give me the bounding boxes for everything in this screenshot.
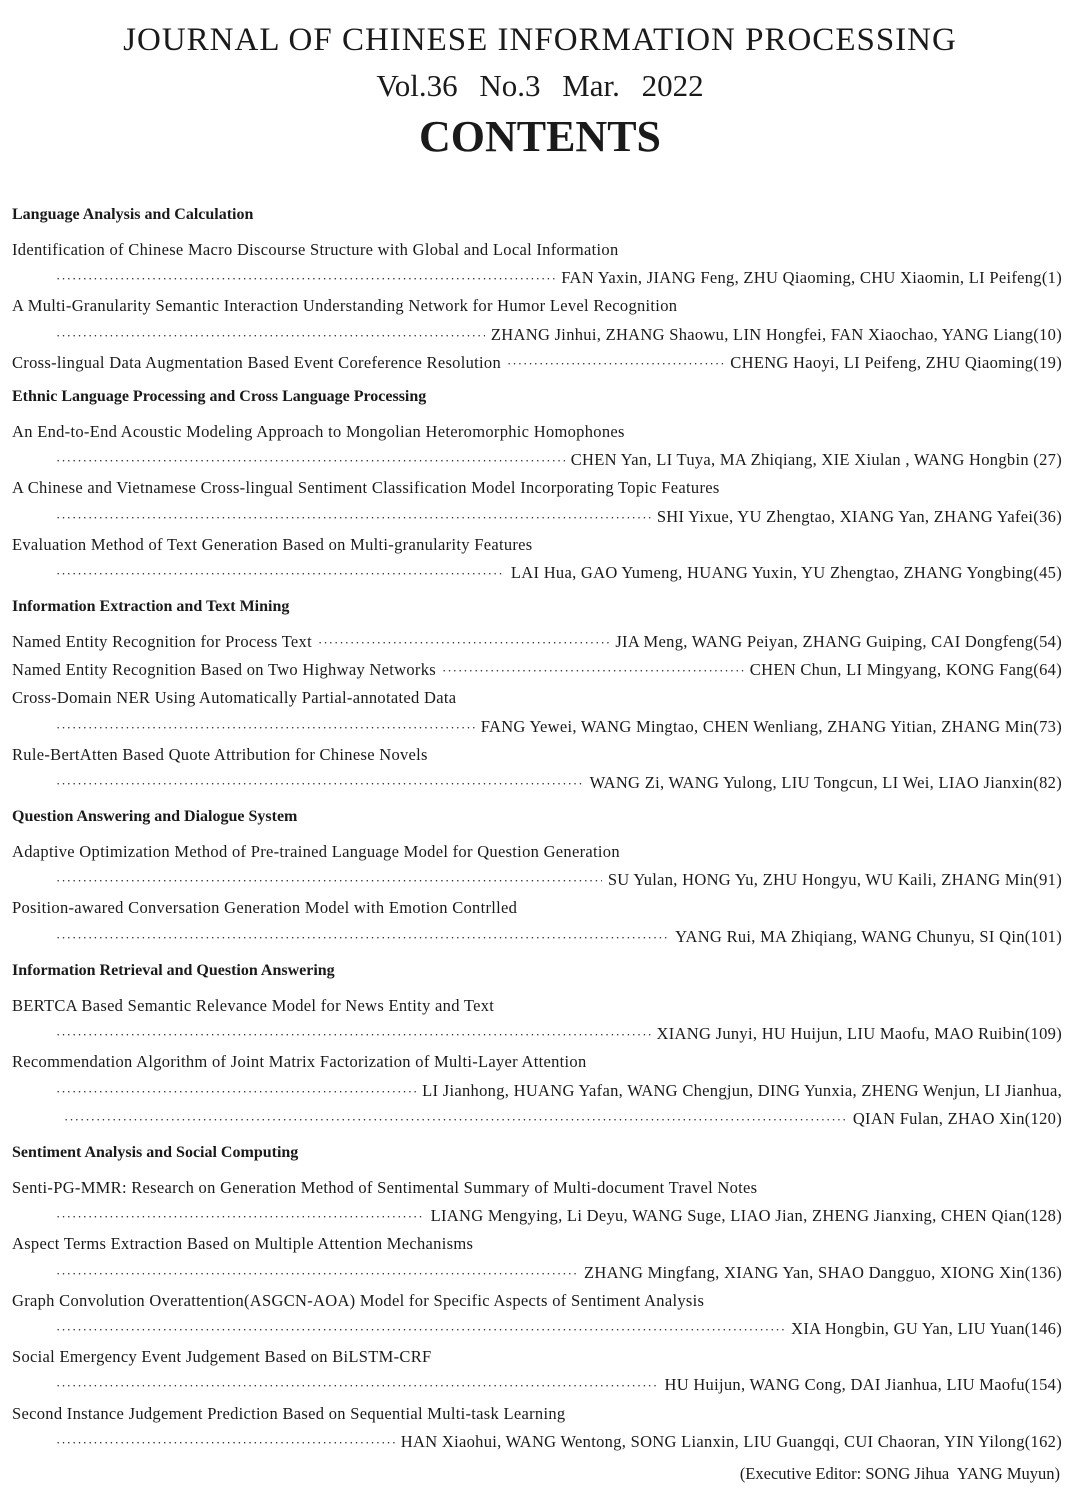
article-authors: SU Yulan, HONG Yu, ZHU Hongyu, WU Kaili, ZHANG Min(91) — [607, 870, 1062, 890]
leader-dots — [56, 508, 651, 528]
article-authors: LI Jianhong, HUANG Yafan, WANG Chengjun, DING Yunxia, ZHENG Wenjun, LI Jianhua, — [422, 1080, 1062, 1100]
leader-dots — [56, 326, 485, 346]
leader-dots — [56, 718, 475, 738]
article-title-line — [12, 996, 1062, 1016]
leader-dots — [507, 354, 724, 374]
leader-dots — [56, 1025, 651, 1045]
article-authors: FAN Yaxin, JIANG Feng, ZHU Qiaoming, CHU Xiaomin, LI Peifeng(1) — [561, 268, 1062, 288]
section-title: Language Analysis and Calculation — [12, 206, 254, 223]
article-title[interactable]: Evaluation Method of Text Generation Based on Multi-granularity Features — [12, 534, 533, 554]
leader-dots — [56, 564, 505, 584]
leader-dots — [56, 1207, 425, 1227]
leader-dots — [56, 1082, 416, 1102]
article-title-line — [12, 240, 1062, 260]
article-authors: XIA Hongbin, GU Yan, LIU Yuan(146) — [791, 1319, 1062, 1338]
article-authors: LIANG Mengying, Li Deyu, WANG Suge, LIAO Jian, ZHENG Jianxing, CHEN Qian(128) — [430, 1206, 1062, 1226]
article-authors-line — [12, 1263, 1062, 1284]
section-title: Information Retrieval and Question Answering — [12, 962, 335, 979]
article-title[interactable]: Named Entity Recognition Based on Two Highway Networks — [12, 660, 436, 680]
article-authors-line — [12, 325, 1062, 346]
article-authors: CHEN Yan, LI Tuya, MA Zhiqiang, XIE Xiulan , WANG Hongbin (27) — [570, 450, 1062, 470]
leader-dots — [442, 661, 744, 681]
section-title: Ethnic Language Processing and Cross Language Processing — [12, 388, 427, 405]
article-authors-line — [12, 507, 1062, 528]
leader-dots — [318, 633, 609, 653]
article-authors: XIANG Junyi, HU Huijun, LIU Maofu, MAO Ruibin(109) — [656, 1024, 1062, 1044]
executive-editor-note: (Executive Editor: SONG Jihua YANG Muyun) — [739, 1464, 1060, 1483]
leader-dots — [56, 451, 565, 471]
article-title-line — [12, 1178, 1062, 1198]
article-entry — [12, 660, 1062, 681]
article-title-line — [12, 1347, 1062, 1367]
article-title-line — [12, 1404, 1062, 1424]
article-entry — [12, 632, 1062, 653]
article-title-line — [12, 1291, 1062, 1311]
leader-dots — [56, 774, 584, 794]
article-authors: ZHANG Mingfang, XIANG Yan, SHAO Dangguo, XIONG Xin(136) — [583, 1262, 1062, 1282]
article-authors: SHI Yixue, YU Zhengtao, XIANG Yan, ZHANG Yafei(36) — [656, 506, 1062, 526]
contents-title: CONTENTS — [418, 112, 662, 161]
article-title-line — [12, 842, 1062, 862]
article-title[interactable]: Named Entity Recognition for Process Text — [12, 632, 312, 651]
article-authors-line — [12, 563, 1062, 584]
article-title[interactable]: Adaptive Optimization Method of Pre-trained Language Model for Question Generation — [12, 842, 620, 861]
section-title: Sentiment Analysis and Social Computing — [12, 1144, 299, 1161]
article-title-line — [12, 898, 1062, 918]
article-authors: WANG Zi, WANG Yulong, LIU Tongcun, LI Wei, LIAO Jianxin(82) — [589, 773, 1062, 792]
article-title[interactable]: Cross-lingual Data Augmentation Based Event Coreference Resolution — [12, 352, 502, 372]
article-title[interactable]: Aspect Terms Extraction Based on Multiple Attention Mechanisms — [12, 1234, 474, 1254]
article-title[interactable]: A Multi-Granularity Semantic Interaction Understanding Network for Humor Level Recognition — [12, 296, 678, 316]
article-authors-line — [12, 717, 1062, 738]
article-entry — [12, 353, 1062, 374]
article-title[interactable]: Second Instance Judgement Prediction Based on Sequential Multi-task Learning — [12, 1403, 566, 1423]
journal-title: JOURNAL OF CHINESE INFORMATION PROCESSING — [123, 22, 957, 58]
article-title-line — [12, 535, 1062, 555]
leader-dots — [56, 1264, 578, 1284]
leader-dots — [56, 1433, 395, 1453]
article-authors: FANG Yewei, WANG Mingtao, CHEN Wenliang, ZHANG Yitian, ZHANG Min(73) — [480, 716, 1062, 736]
article-title[interactable]: Rule-BertAtten Based Quote Attribution for Chinese Novels — [12, 744, 428, 764]
section-title: Information Extraction and Text Mining — [12, 598, 290, 615]
article-authors: CHEN Chun, LI Mingyang, KONG Fang(64) — [749, 660, 1062, 680]
article-title[interactable]: Position-awared Conversation Generation Model with Emotion Contrlled — [12, 898, 518, 918]
article-authors-line — [12, 870, 1062, 891]
article-authors-line — [12, 1081, 1062, 1102]
article-authors-line — [12, 268, 1062, 289]
article-title[interactable]: Graph Convolution Overattention(ASGCN-AOA) Model for Specific Aspects of Sentiment Analysis — [12, 1290, 705, 1310]
article-authors-line — [12, 1432, 1062, 1453]
leader-dots — [56, 928, 669, 948]
leader-dots — [56, 1320, 785, 1340]
leader-dots — [64, 1110, 847, 1130]
article-title[interactable]: Identification of Chinese Macro Discourse Structure with Global and Local Information — [12, 240, 619, 259]
leader-dots — [56, 269, 555, 289]
article-authors: YANG Rui, MA Zhiqiang, WANG Chunyu, SI Qin(101) — [675, 926, 1062, 946]
article-authors: ZHANG Jinhui, ZHANG Shaowu, LIN Hongfei, FAN Xiaochao, YANG Liang(10) — [490, 324, 1062, 344]
section-title: Question Answering and Dialogue System — [12, 808, 298, 825]
article-title-line — [12, 296, 1062, 316]
article-title[interactable]: Senti-PG-MMR: Research on Generation Method of Sentimental Summary of Multi-document Travel Notes — [12, 1178, 758, 1197]
article-authors-line — [12, 1206, 1062, 1227]
article-authors: HU Huijun, WANG Cong, DAI Jianhua, LIU Maofu(154) — [664, 1375, 1062, 1395]
article-authors: LAI Hua, GAO Yumeng, HUANG Yuxin, YU Zhengtao, ZHANG Yongbing(45) — [510, 563, 1062, 582]
article-authors-line — [12, 1319, 1062, 1340]
article-title[interactable]: An End-to-End Acoustic Modeling Approach to Mongolian Heteromorphic Homophones — [12, 422, 625, 441]
article-authors-line — [12, 1024, 1062, 1045]
article-title-line — [12, 1052, 1062, 1072]
article-title[interactable]: BERTCA Based Semantic Relevance Model for News Entity and Text — [12, 996, 495, 1015]
article-title-line — [12, 422, 1062, 442]
article-title-line — [12, 745, 1062, 765]
issue-info: Vol.36 No.3 Mar. 2022 — [376, 68, 704, 103]
article-authors-line — [12, 773, 1062, 794]
article-title-line — [12, 478, 1062, 498]
article-title[interactable]: A Chinese and Vietnamese Cross-lingual Sentiment Classification Model Incorporating Topic Features — [12, 478, 720, 498]
article-authors: JIA Meng, WANG Peiyan, ZHANG Guiping, CAI Dongfeng(54) — [615, 632, 1062, 651]
article-authors-line — [12, 450, 1062, 471]
article-authors-line — [12, 1109, 1062, 1130]
article-authors: HAN Xiaohui, WANG Wentong, SONG Lianxin, LIU Guangqi, CUI Chaoran, YIN Yilong(162) — [400, 1431, 1062, 1451]
article-authors: CHENG Haoyi, LI Peifeng, ZHU Qiaoming(19) — [730, 352, 1062, 372]
article-title-line — [12, 688, 1062, 708]
article-title[interactable]: Social Emergency Event Judgement Based on BiLSTM-CRF — [12, 1347, 432, 1367]
article-authors-line — [12, 927, 1062, 948]
article-authors: QIAN Fulan, ZHAO Xin(120) — [852, 1108, 1062, 1128]
article-title[interactable]: Recommendation Algorithm of Joint Matrix Factorization of Multi-Layer Attention — [12, 1052, 587, 1072]
article-title-line — [12, 1234, 1062, 1254]
article-authors-line — [12, 1375, 1062, 1396]
leader-dots — [56, 871, 602, 891]
article-title[interactable]: Cross-Domain NER Using Automatically Partial-annotated Data — [12, 688, 457, 708]
leader-dots — [56, 1376, 658, 1396]
